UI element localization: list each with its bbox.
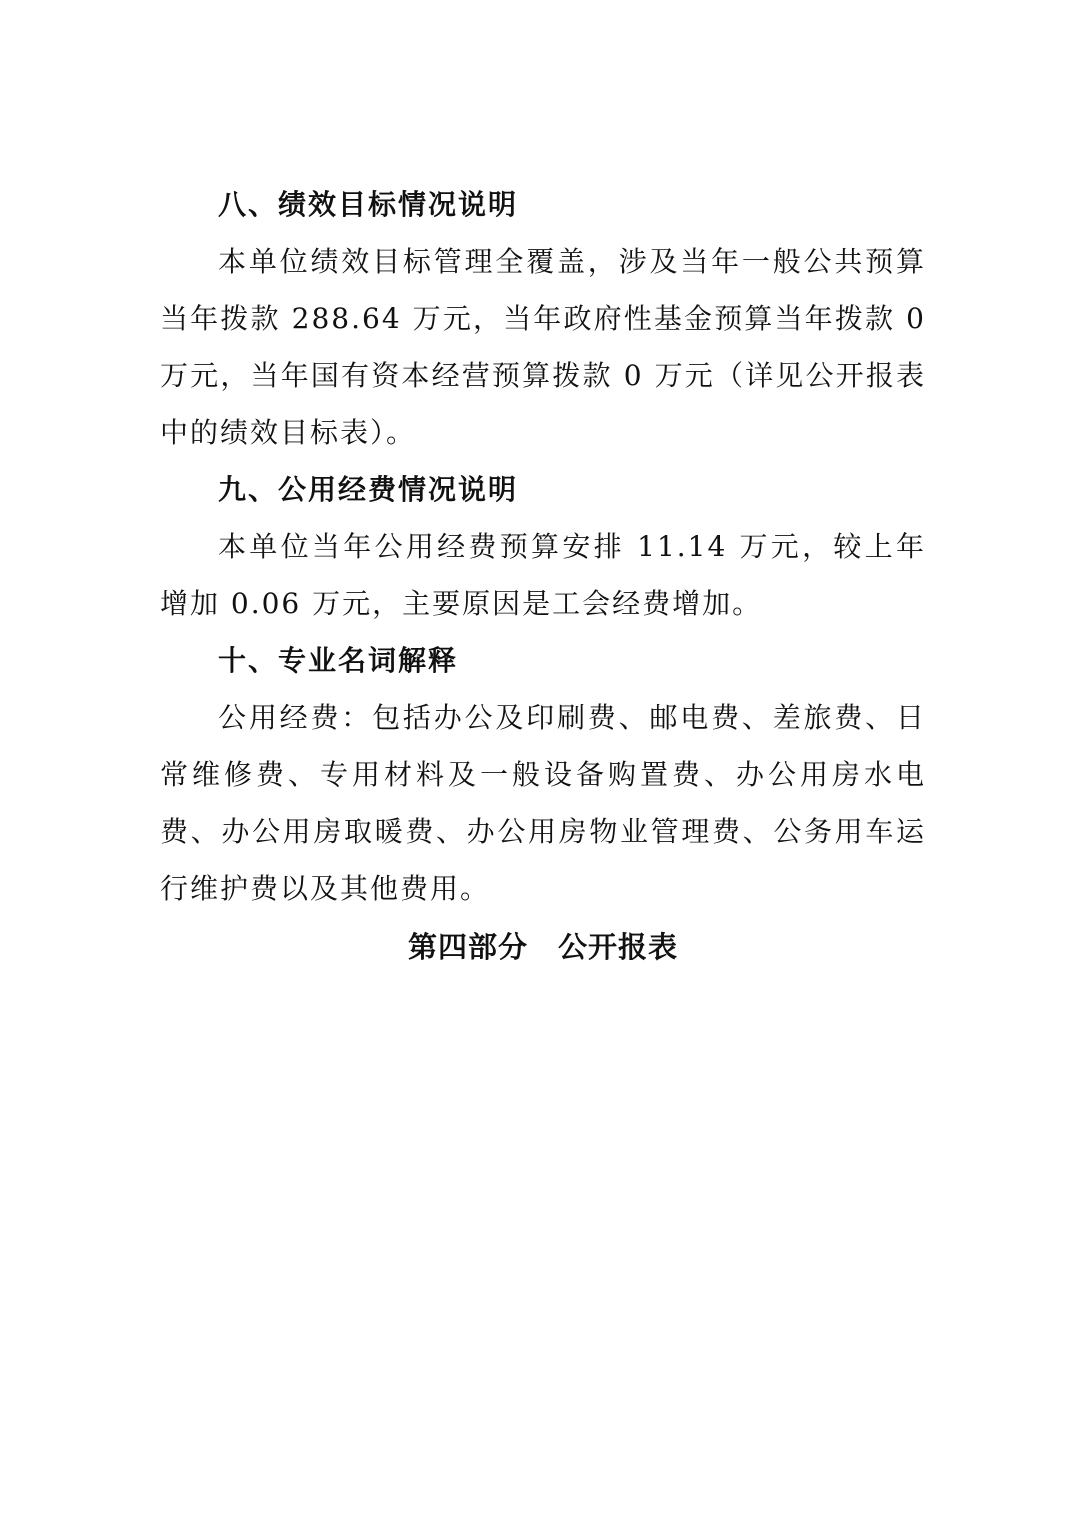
section-heading-public-expenses: 九、公用经费情况说明 <box>218 473 519 506</box>
section-heading-glossary: 十、专业名词解释 <box>218 644 459 677</box>
section-body-public-expenses: 本单位当年公用经费预算安排 11.14 万元，较上年增加 0.06 万元，主要原因是工会经费增加。 <box>160 530 926 620</box>
section-body-performance-goals: 本单位绩效目标管理全覆盖，涉及当年一般公共预算当年拨款 288.64 万元，当年政府性基金预算当年拨款 0 万元，当年国有资本经营预算拨款 0 万元（详见公开报表中的绩效目标表）。 <box>160 245 926 449</box>
section-body-glossary: 公用经费：包括办公及印刷费、邮电费、差旅费、日常维修费、专用材料及一般设备购置费、办公用房水电费、办公用房取暖费、办公用房物业管理费、公务用车运行维护费以及其他费用。 <box>160 701 926 905</box>
page-content <box>160 176 926 976</box>
part-title: 第四部分 公开报表 <box>407 930 678 964</box>
section-heading-performance-goals: 八、绩效目标情况说明 <box>218 188 519 221</box>
